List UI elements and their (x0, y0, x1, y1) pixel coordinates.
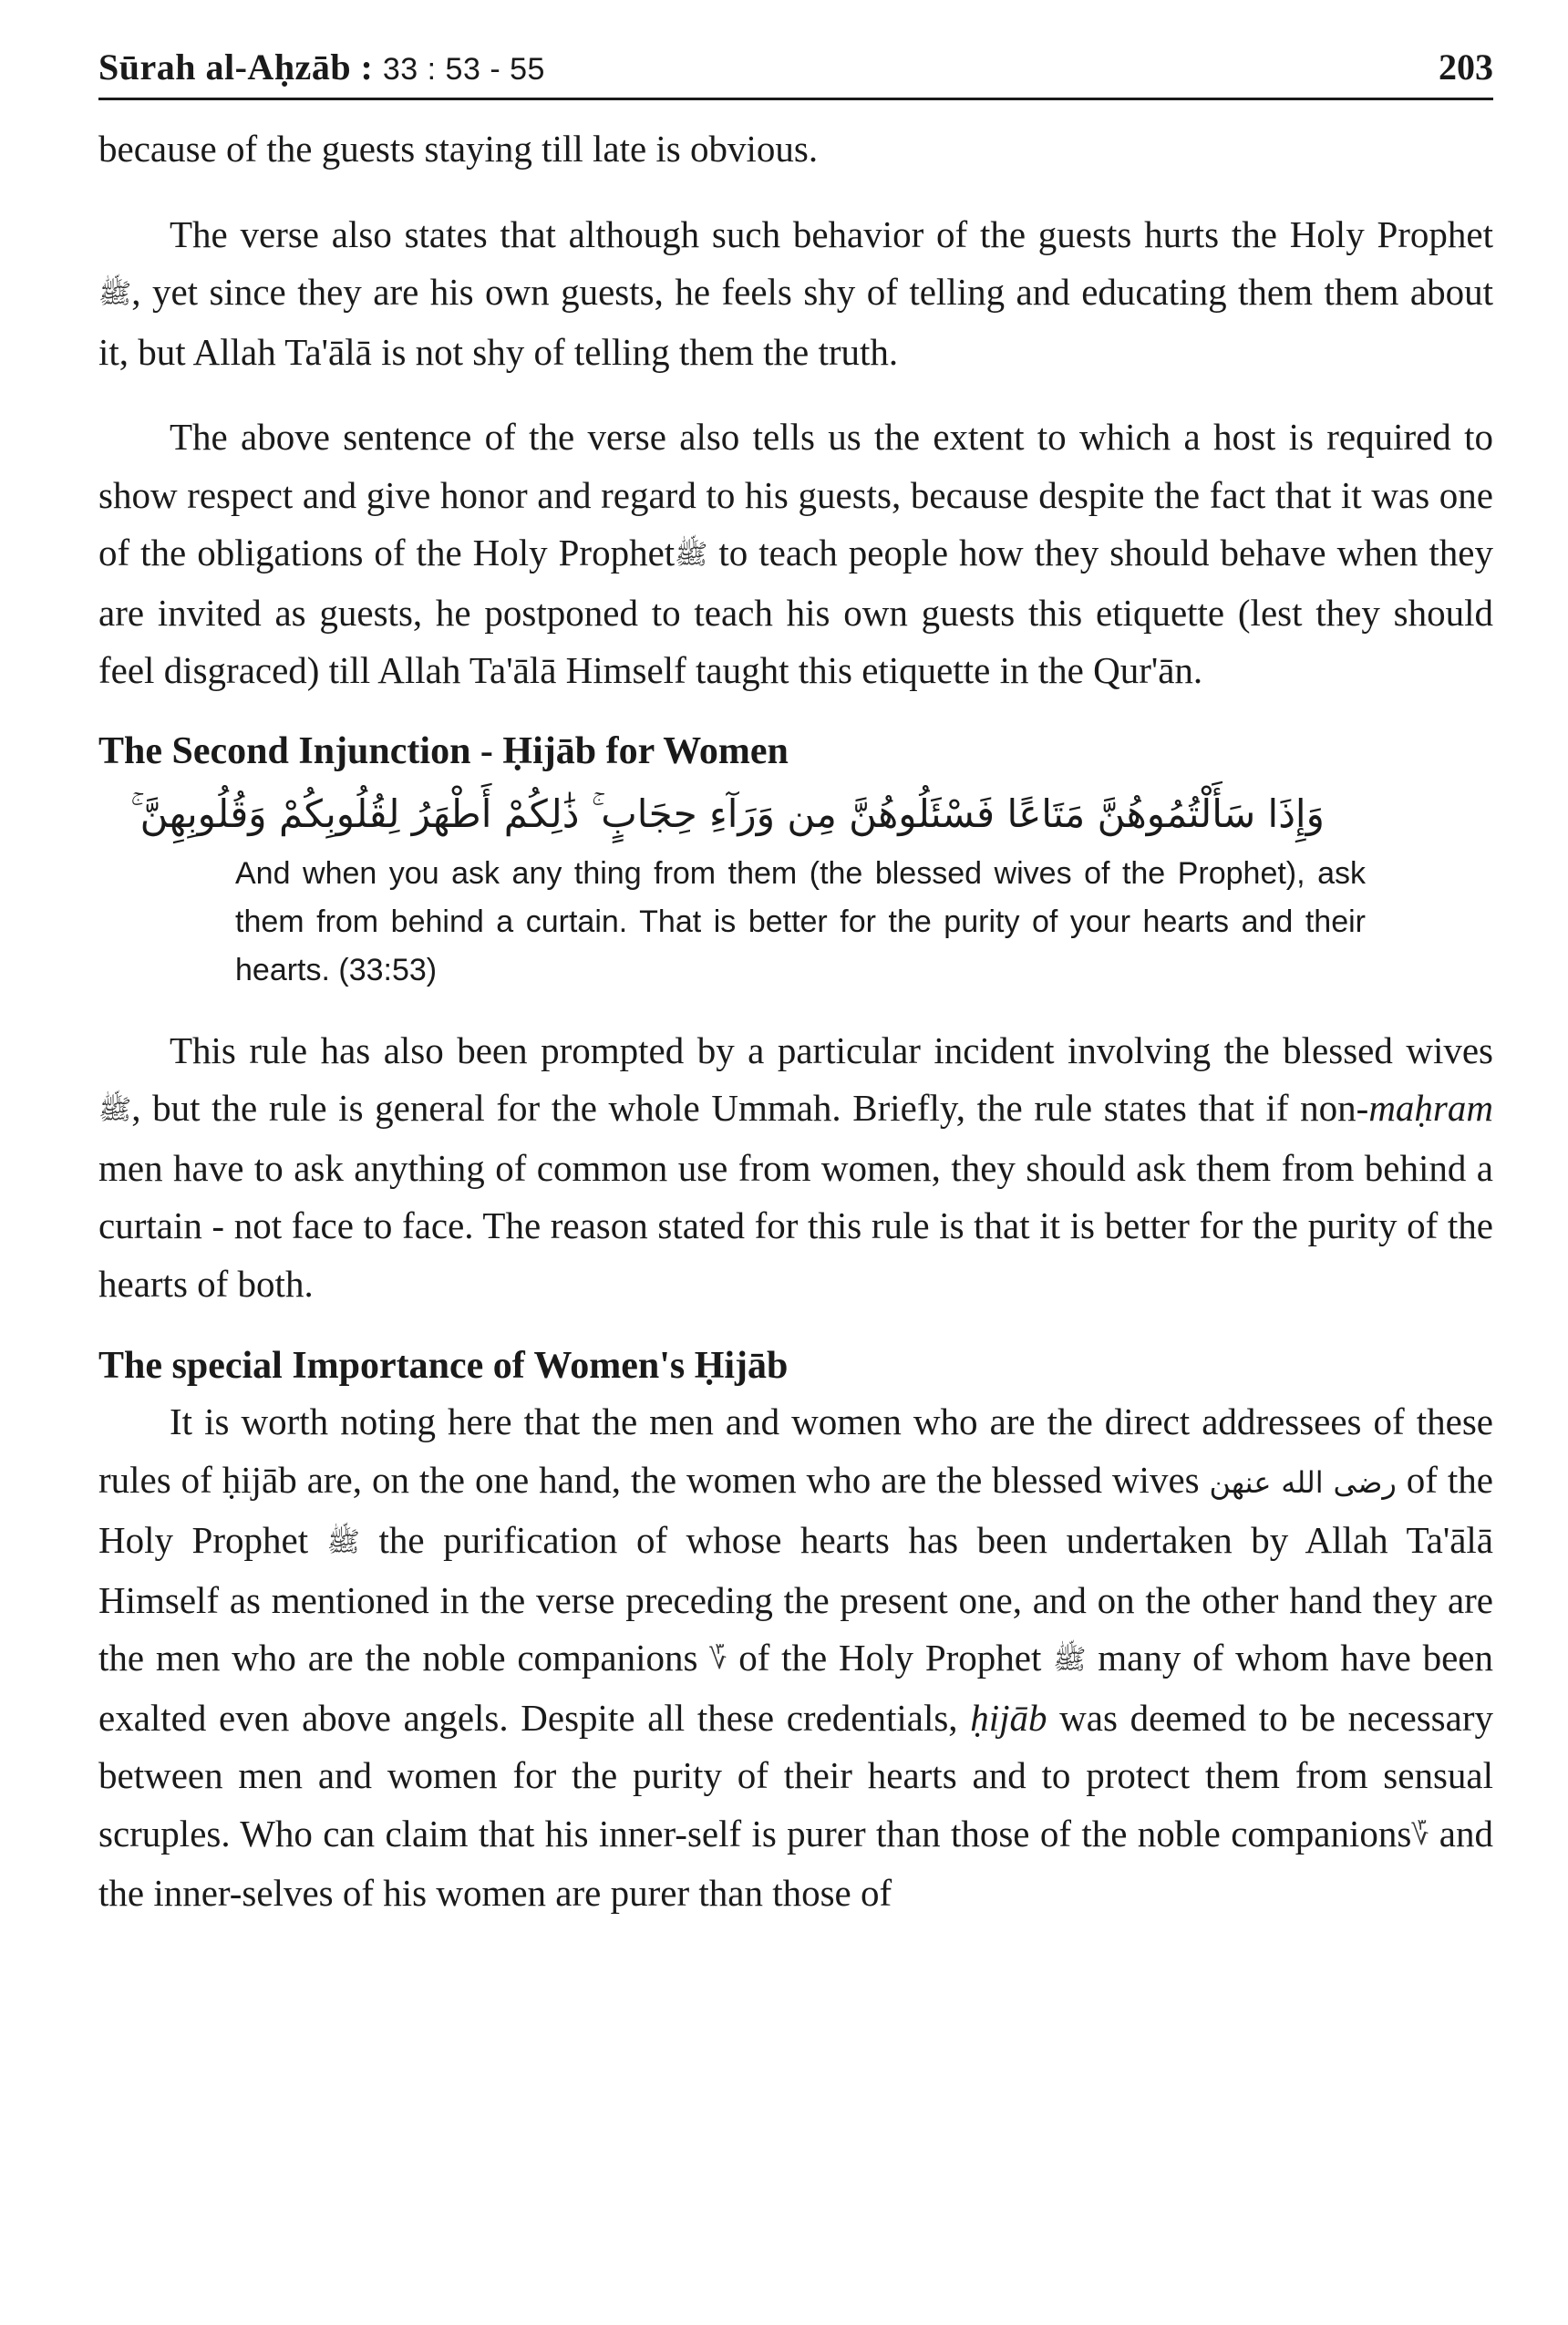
radi-icon: ؆ (709, 1644, 727, 1676)
paragraph-2: The verse also states that although such behavior of the guests hurts the Holy Prophet ﷺ, yet since they are his own guests, he feels shy of telling and educating them them about it, but Allah Ta'ālā is not shy of telling them the truth. (98, 212, 1493, 373)
page-number: 203 (1439, 46, 1493, 88)
verse-reference: 33 : 53 - 55 (382, 52, 545, 87)
salawat-icon: ﷺ (326, 1526, 360, 1558)
salawat-icon: ﷺ (675, 539, 708, 571)
salawat-icon: ﷺ (98, 278, 132, 310)
salawat-icon: ﷺ (98, 1094, 132, 1126)
paragraph-4: This rule has also been prompted by a particular incident involving the blessed wives ﷺ, but the rule is general for the whole Ummah. Briefly, the rule states that if non-maḥram men have to ask anything of common use from women, they should ask them from behind a curtain - not face to face. The reason stated for this rule is that it is better for the purity of the hearts of both. (98, 1028, 1493, 1305)
page (98, 46, 1493, 1923)
arabic-honorific: رضى الله عنهن (1209, 1464, 1397, 1500)
paragraph-5: It is worth noting here that the men and women who are the direct addressees of these rules of ḥijāb are, on the one hand, the women who are the blessed wives رضى الله عنهن of the Holy Prophet ﷺ the purification of whose hearts has been undertaken by Allah Ta'ālā Himself as mentioned in the verse preceding the present one, and on the other hand they are the men who are the noble companions ؆ of the Holy Prophet ﷺ many of whom have been exalted even above angels. Despite all these credentials, ḥijāb was deemed to be necessary between men and women for the purity of their hearts and to protect them from sensual scruples. Who can claim that his inner-self is purer than those of the noble companions؆ and the inner-selves of his women are purer than those of (98, 1400, 1494, 1914)
paragraph-1: because of the guests staying till late is obvious. (98, 128, 819, 170)
arabic-verse: وَإِذَا سَأَلْتُمُوهُنَّ مَتَاعًا فَسْئَلُوهُنَّ مِن وَرَآءِ حِجَابٍ ۚ ذَٰلِكُمْ أَطْهَرُ لِقُلُوبِكُمْ وَقُلُوبِهِنَّ ۚ (130, 790, 1325, 836)
body-text (98, 120, 1493, 1923)
verse-translation: And when you ask any thing from them (the blessed wives of the Prophet), ask them from behind a curtain. That is better for the purity of your hearts and their hearts. (33:53) (235, 855, 1366, 987)
radi-icon: ؆ (1411, 1819, 1429, 1852)
section-heading-hijab: The Second Injunction - Ḥijāb for Women (98, 729, 789, 772)
italic-term-hijab: ḥijāb (970, 1696, 1047, 1739)
salawat-icon: ﷺ (1053, 1644, 1087, 1676)
running-header (98, 46, 1493, 100)
section-heading-importance: The special Importance of Women's Ḥijāb (98, 1345, 789, 1387)
surah-title (98, 46, 545, 88)
italic-term-mahram: maḥram (1368, 1087, 1493, 1129)
surah-name: Sūrah al-Aḥzāb : (98, 46, 374, 88)
paragraph-3: The above sentence of the verse also tells us the extent to which a host is required to show respect and give honor and regard to his guests, because despite the fact that it was one of the obligations of the Holy Prophetﷺ to teach people how they should behave when they are invited as guests, he postponed to teach his own guests this etiquette (lest they should feel disgraced) till Allah Ta'ālā Himself taught this etiquette in the Qur'ān. (98, 416, 1493, 691)
